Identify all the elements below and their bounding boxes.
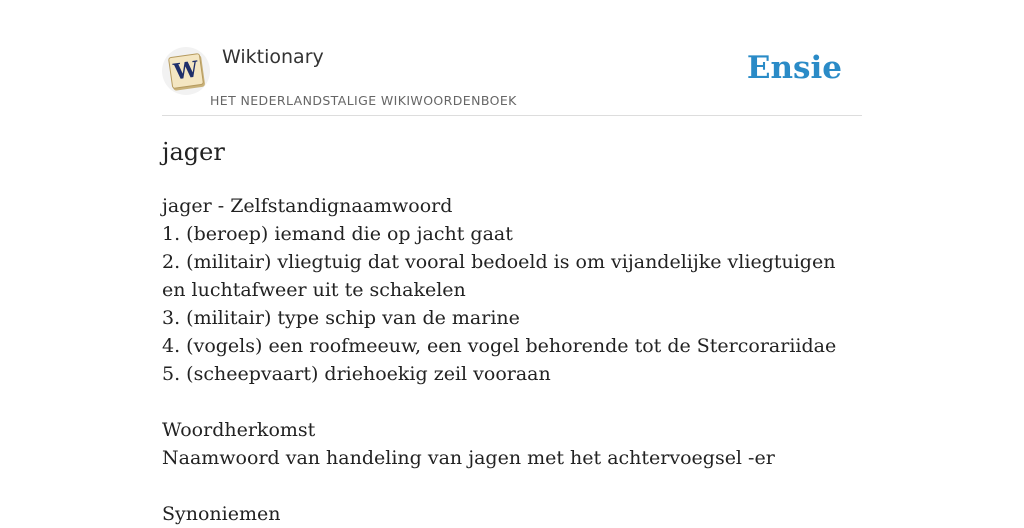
logo-tile: W	[168, 53, 204, 89]
site-tagline: HET NEDERLANDSTALIGE WIKIWOORDENBOEK	[210, 93, 517, 108]
section-spacer	[162, 472, 862, 500]
etymology-text: Naamwoord van handeling van jagen met het achtervoegsel -er	[162, 447, 775, 469]
definition-item: 1. (beroep) iemand die op jacht gaat	[162, 223, 513, 245]
definition-item: 5. (scheepvaart) driehoekig zeil vooraan	[162, 363, 551, 385]
definition-item: 4. (vogels) een roofmeeuw, een vogel behorende tot de Stercorariidae	[162, 335, 837, 357]
page	[162, 0, 862, 525]
synonyms-heading: Synoniemen	[162, 503, 281, 525]
site-name[interactable]: Wiktionary	[222, 46, 324, 68]
page-title: jager	[162, 138, 225, 166]
etymology-heading: Woordherkomst	[162, 419, 316, 441]
section-spacer	[162, 388, 862, 416]
site-header	[162, 0, 862, 116]
definition-item: 3. (militair) type schip van de marine	[162, 307, 520, 329]
entry-content	[162, 192, 862, 528]
definition-item: 2. (militair) vliegtuig dat vooral bedoeld is om vijandelijke vliegtuigen en luchtafweer uit te schakelen	[162, 251, 836, 301]
ensie-brand-link[interactable]: Ensie	[746, 50, 842, 86]
wiktionary-logo-icon[interactable]	[162, 47, 210, 95]
entry-heading: jager - Zelfstandignaamwoord	[162, 195, 453, 217]
